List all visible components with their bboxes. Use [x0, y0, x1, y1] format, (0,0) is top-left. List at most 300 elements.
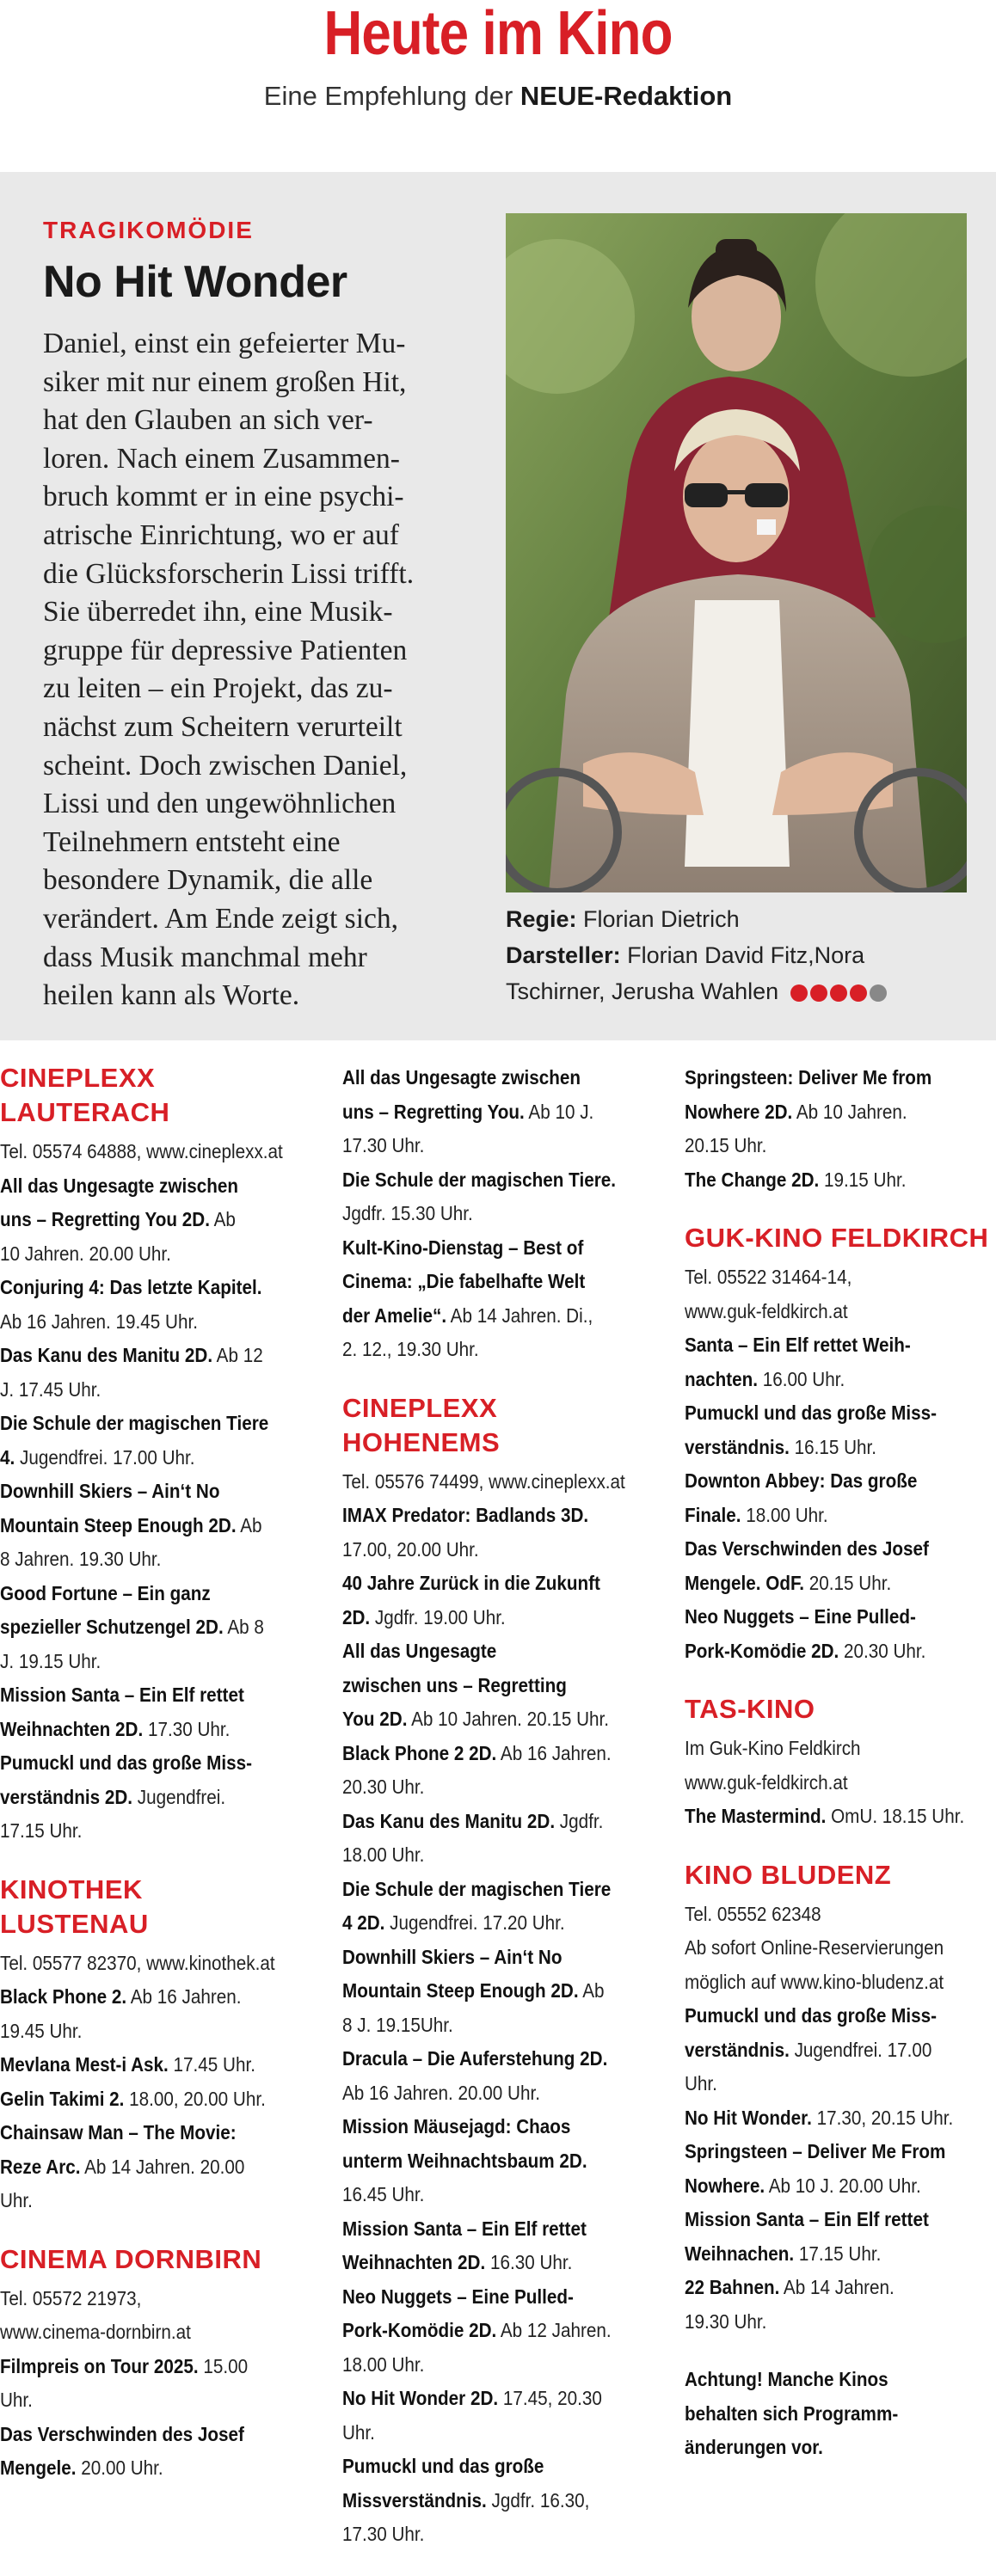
- film-listing-line: [342, 1702, 669, 1737]
- film-details: Jugendfrei. 17.00: [789, 2038, 932, 2061]
- film-listing-line: [685, 1328, 996, 1363]
- film-listing-line: [0, 1980, 327, 2015]
- listing-column-1: [0, 1061, 327, 2510]
- film-listing-line: [342, 1974, 669, 2009]
- film-listing-line: [685, 2363, 996, 2397]
- film-title: Good Fortune – Ein ganz: [0, 1581, 211, 1604]
- rating-dot-filled: [790, 984, 808, 1002]
- cinema-contact: Tel. 05572 21973,: [0, 2286, 142, 2309]
- film-listing-line: [342, 2382, 669, 2416]
- film-title: Black Phone 2 2D.: [342, 1741, 497, 1764]
- cinema-contact: www.guk-feldkirch.at: [685, 1770, 848, 1794]
- film-listing-line: [0, 2451, 327, 2486]
- cinema-block: [685, 1061, 996, 1197]
- film-title: Springsteen – Deliver Me From: [685, 2140, 946, 2162]
- film-title: nachten.: [685, 1367, 759, 1390]
- cinema-name: CINEPLEXX: [0, 1063, 156, 1093]
- film-title: Mission Santa – Ein Elf rettet: [342, 2217, 587, 2240]
- film-title: Die Schule der magischen Tiere: [342, 1877, 612, 1900]
- film-title: Downhill Skiers – Ain‘t No: [342, 1945, 563, 1968]
- listing-column-2: [342, 1061, 669, 2576]
- film-listing-line: [685, 1095, 996, 1130]
- film-title: No Hit Wonder 2D.: [342, 2387, 499, 2409]
- film-listing-line: [342, 1299, 669, 1334]
- film-title: Mengele. OdF.: [685, 1571, 805, 1594]
- film-listing-line: [0, 2015, 327, 2049]
- film-listing-line: [0, 1339, 327, 1373]
- film-details: Uhr.: [342, 2420, 375, 2444]
- film-details: Jugendfrei. 17.00 Uhr.: [15, 1445, 195, 1469]
- film-listing-line: [0, 1577, 327, 1611]
- film-details: Ab 12 Jahren.: [496, 2319, 612, 2341]
- film-listing-line: [342, 1129, 669, 1163]
- film-listing-line: [0, 1237, 327, 1272]
- film-title: verständnis 2D.: [0, 1785, 133, 1808]
- film-details: OmU. 18.15 Uhr.: [826, 1805, 965, 1827]
- film-listing-line: [0, 2082, 327, 2117]
- film-details: 20.00 Uhr.: [76, 2456, 163, 2479]
- film-listing-line: [685, 1363, 996, 1397]
- film-listing-line: [685, 2135, 996, 2169]
- film-listing-line: [342, 2110, 669, 2144]
- film-listing-line: [0, 1373, 327, 1408]
- synopsis-line: Teilnehmern entsteht eine: [43, 825, 341, 858]
- film-details: 17.30, 20.15 Uhr.: [811, 2106, 954, 2129]
- cinema-contact: Tel. 05522 31464-14,: [685, 1266, 852, 1288]
- film-listing-line: [342, 1873, 669, 1907]
- film-title: 4 2D.: [342, 1911, 385, 1934]
- film-title: änderungen vor.: [685, 2436, 823, 2458]
- film-title: You 2D.: [342, 1708, 408, 1730]
- film-listing-line: [342, 1941, 669, 1975]
- movie-title: No Hit Wonder: [43, 257, 347, 307]
- film-title: unterm Weihnachtsbaum 2D.: [342, 2149, 587, 2172]
- film-details: 17.30 Uhr.: [342, 2523, 425, 2545]
- synopsis-line: besondere Dynamik, die alle: [43, 864, 373, 897]
- cinema-contact: www.cinema-dornbirn.at: [0, 2321, 191, 2343]
- cast-line: Darsteller: Florian David Fitz,Nora: [506, 942, 865, 968]
- film-details: Ab 16 Jahren.: [126, 1985, 242, 2008]
- film-title: der Amelie“.: [342, 1303, 447, 1327]
- rating-dot-filled: [810, 984, 827, 1002]
- film-details: 16.00 Uhr.: [758, 1367, 845, 1390]
- film-title: Das Verschwinden des Josef: [0, 2422, 244, 2445]
- film-details: 20.30 Uhr.: [839, 1639, 926, 1662]
- film-listing-line: [685, 1129, 996, 1163]
- film-listing-line: [0, 2350, 327, 2384]
- rating-dot-filled: [850, 984, 867, 1002]
- synopsis-line: bruch kommt er in eine psychi-: [43, 481, 404, 513]
- film-details: Uhr.: [0, 2189, 33, 2211]
- film-listing-line: [685, 1999, 996, 2033]
- film-details: 16.15 Uhr.: [789, 1435, 877, 1458]
- film-listing-line: [342, 1163, 669, 1198]
- cinema-name: CINEPLEXX: [342, 1392, 498, 1423]
- film-details: 17.45, 20.30: [498, 2387, 602, 2409]
- film-title: Finale.: [685, 1503, 741, 1526]
- film-listing-line: [342, 1499, 669, 1533]
- film-listing-line: [685, 2101, 996, 2136]
- film-title: Mission Santa – Ein Elf rettet: [685, 2208, 929, 2230]
- film-listing-line: [0, 1610, 327, 1645]
- film-listing-line: [0, 2048, 327, 2082]
- film-details: Ab 12: [212, 1344, 263, 1366]
- film-listing-line: [0, 1678, 327, 1713]
- film-details: 16.45 Uhr.: [342, 2183, 425, 2205]
- film-details: Ab 10 Jahren. 20.15 Uhr.: [407, 1708, 610, 1730]
- synopsis-line: scheint. Doch zwischen Daniel,: [43, 749, 408, 782]
- film-listing-line: [342, 1095, 669, 1130]
- synopsis-line: verändert. Am Ende zeigt sich,: [43, 902, 399, 935]
- film-title: Das Kanu des Manitu 2D.: [342, 1809, 556, 1832]
- film-listing-line: [342, 2178, 669, 2212]
- film-listing-line: [0, 1713, 327, 1747]
- film-title: 4.: [0, 1445, 15, 1469]
- film-title: 2D.: [342, 1605, 371, 1628]
- film-listing-line: [342, 2314, 669, 2348]
- cinema-contact: www.guk-feldkirch.at: [685, 1299, 848, 1322]
- film-title: Achtung! Manche Kinos: [685, 2368, 888, 2390]
- film-listing-line: [0, 1169, 327, 1204]
- film-title: Downhill Skiers – Ain‘t No: [0, 1480, 220, 1502]
- film-listing-line: [685, 2431, 996, 2465]
- cinema-contact: Tel. 05552 62348: [685, 1902, 821, 1925]
- film-title: Mountain Steep Enough 2D.: [342, 1979, 579, 2002]
- film-listing-line: [685, 2067, 996, 2101]
- film-details: Jgdfr. 16.30,: [486, 2488, 590, 2512]
- film-listing-line: [342, 2009, 669, 2043]
- cinema-name: KINOTHEK: [0, 1874, 143, 1904]
- film-details: 20.15 Uhr.: [804, 1571, 892, 1594]
- film-title: Pumuckl und das große Miss-: [685, 2004, 938, 2027]
- film-listing-line: [342, 2484, 669, 2518]
- film-listing-line: [685, 2169, 996, 2204]
- film-details: Ab 10 J. 20.00 Uhr.: [765, 2174, 921, 2197]
- film-listing-line: [685, 2033, 996, 2068]
- film-details: J. 19.15 Uhr.: [0, 1649, 101, 1672]
- film-listing-line: [685, 1567, 996, 1601]
- cinema-name: LUSTENAU: [0, 1908, 149, 1939]
- film-title: Gelin Takimi 2.: [0, 2087, 125, 2110]
- synopsis-line: Lissi und den ungewöhnlichen: [43, 788, 397, 820]
- film-listing-line: [685, 1532, 996, 1567]
- film-listing-line: [0, 2116, 327, 2150]
- film-title: Die Schule der magischen Tiere.: [342, 1168, 616, 1191]
- film-title: Conjuring 4: Das letzte Kapitel.: [0, 1276, 262, 1298]
- page-header: [0, 0, 996, 172]
- film-listing-line: [342, 2450, 669, 2484]
- film-details: 18.00, 20.00 Uhr.: [124, 2087, 266, 2110]
- film-title: Black Phone 2.: [0, 1985, 127, 2008]
- film-title: Missverständnis.: [342, 2488, 487, 2512]
- rating-dots: [790, 984, 887, 1002]
- film-title: uns – Regretting You 2D.: [0, 1208, 210, 1230]
- film-listing-line: [342, 1601, 669, 1635]
- synopsis-line: atrische Einrichtung, wo er auf: [43, 518, 399, 551]
- film-listing-line: [685, 1163, 996, 1198]
- film-listing-line: [342, 1770, 669, 1805]
- film-details: 17.30 Uhr.: [143, 1717, 231, 1740]
- cinema-details: [342, 1061, 669, 1367]
- film-title: Cinema: „Die fabelhafte Welt: [342, 1270, 586, 1292]
- synopsis-line: Daniel, einst ein gefeierter Mu-: [43, 328, 406, 359]
- film-title: Dracula – Die Auferstehung 2D.: [342, 2047, 608, 2070]
- film-details: Jgdfr.: [555, 1809, 604, 1832]
- film-listing-line: [342, 2144, 669, 2179]
- film-title: Santa – Ein Elf rettet Weih-: [685, 1334, 911, 1356]
- rating-dot-empty: [870, 984, 887, 1002]
- film-listing-line: [685, 2203, 996, 2237]
- film-details: Jgdfr. 19.00 Uhr.: [370, 1605, 506, 1628]
- film-title: 40 Jahre Zurück in die Zukunft: [342, 1572, 600, 1594]
- film-listing-line: [342, 1635, 669, 1669]
- film-listing-line: [342, 2246, 669, 2280]
- synopsis-line: nächst zum Scheitern verurteilt: [43, 710, 403, 743]
- film-details: Uhr.: [685, 2072, 717, 2095]
- film-listing-line: [0, 1475, 327, 1509]
- film-details: 20.15 Uhr.: [685, 1134, 767, 1156]
- film-listing-line: [342, 1838, 669, 1873]
- film-listing-line: [342, 2416, 669, 2450]
- film-listing-line: [342, 1061, 669, 1095]
- cinema-block: [0, 1061, 327, 1849]
- film-listing-line: [342, 2280, 669, 2315]
- cinema-block: [342, 1391, 669, 2552]
- film-title: Weihnachten 2D.: [0, 1717, 144, 1740]
- film-title: Das Verschwinden des Josef: [685, 1537, 929, 1560]
- film-details: Ab 16 Jahren. 20.00 Uhr.: [342, 2081, 540, 2104]
- cinema-details: [685, 1898, 996, 2340]
- film-details: Ab: [209, 1208, 236, 1230]
- cinema-block: [0, 1873, 327, 2218]
- film-listing-line: [685, 1396, 996, 1431]
- film-listing-line: [342, 1533, 669, 1567]
- film-details: 18.00 Uhr.: [342, 2352, 425, 2376]
- film-title: Pumuckl und das große Miss-: [685, 1401, 938, 1424]
- film-listing-line: [342, 1567, 669, 1601]
- film-details: 17.30 Uhr.: [342, 1134, 425, 1156]
- film-details: Ab: [236, 1513, 262, 1536]
- film-details: 17.45 Uhr.: [168, 2053, 255, 2076]
- director-line: Regie: Florian Dietrich: [506, 906, 740, 932]
- film-details: Ab: [578, 1979, 605, 2002]
- film-listing-line: [0, 1645, 327, 1679]
- film-listing-line: [342, 1265, 669, 1299]
- cinema-name: HOHENEMS: [342, 1426, 501, 1457]
- film-title: Das Kanu des Manitu 2D.: [0, 1344, 213, 1366]
- film-title: Pork-Komödie 2D.: [685, 1639, 839, 1662]
- film-details: 19.30 Uhr.: [685, 2309, 767, 2333]
- film-title: All das Ungesagte zwischen: [342, 1066, 581, 1089]
- film-listing-line: [342, 1906, 669, 1941]
- film-title: spezieller Schutzengel 2D.: [0, 1616, 224, 1638]
- film-listing-line: [685, 1800, 996, 1834]
- film-listing-line: [685, 1431, 996, 1465]
- film-listing-line: [342, 1805, 669, 1839]
- cinema-contact: Tel. 05576 74499, www.cineplexx.at: [342, 1469, 625, 1493]
- film-listing-line: [342, 2042, 669, 2076]
- film-listing-line: [685, 2305, 996, 2340]
- rating-dot-filled: [830, 984, 847, 1002]
- cinema-block: [685, 1221, 996, 1668]
- film-listing-line: [0, 2150, 327, 2185]
- film-title: Mission Santa – Ein Elf rettet: [0, 1684, 244, 1706]
- cinema-details: [0, 1947, 327, 2218]
- film-title: Springsteen: Deliver Me from: [685, 1066, 932, 1089]
- film-title: Weihnachen.: [685, 2242, 795, 2265]
- film-details: 19.45 Uhr.: [0, 2019, 83, 2042]
- film-title: Pork-Komödie 2D.: [342, 2319, 497, 2341]
- film-title: The Mastermind.: [685, 1805, 827, 1827]
- cinema-contact: Tel. 05577 82370, www.kinothek.at: [0, 1951, 275, 1974]
- film-title: uns – Regretting You.: [342, 1100, 525, 1123]
- film-title: All das Ungesagte: [342, 1640, 497, 1662]
- movie-credits: [506, 901, 970, 1009]
- cinema-block: [0, 2242, 327, 2486]
- synopsis-line: gruppe für depressive Patienten: [43, 634, 408, 666]
- film-title: Nowhere 2D.: [685, 1100, 793, 1123]
- synopsis-line: dass Musik manchmal mehr: [43, 941, 367, 973]
- synopsis-line: siker mit nur einem großen Hit,: [43, 365, 407, 398]
- cinema-details: [685, 1260, 996, 1668]
- film-title: Downton Abbey: Das große: [685, 1469, 918, 1492]
- cast-line-2: Tschirner, Jerusha Wahlen: [506, 973, 970, 1009]
- film-details: 8 J. 19.15Uhr.: [342, 2013, 453, 2036]
- listing-column-3: [685, 1061, 996, 2489]
- cinema-contact: Tel. 05574 64888, www.cineplexx.at: [0, 1140, 283, 1162]
- film-title: Neo Nuggets – Eine Pulled-: [342, 2285, 574, 2308]
- synopsis-line: loren. Nach einem Zusammen-: [43, 442, 400, 475]
- cinema-name: GUK-KINO FELDKIRCH: [685, 1223, 989, 1253]
- film-details: Jgdfr. 15.30 Uhr.: [342, 1202, 473, 1224]
- film-details: Ab 14 Jahren. 20.00: [80, 2155, 245, 2178]
- film-title: IMAX Predator: Badlands 3D.: [342, 1504, 589, 1526]
- featured-movie: [0, 172, 996, 1040]
- film-title: Chainsaw Man – The Movie:: [0, 2121, 237, 2144]
- film-title: Pumuckl und das große Miss-: [0, 1751, 253, 1774]
- film-listing-line: [0, 1407, 327, 1441]
- cinema-contact: möglich auf www.kino-bludenz.at: [685, 1970, 944, 1993]
- cinema-name: TAS-KINO: [685, 1694, 815, 1724]
- film-listing-line: [0, 2184, 327, 2218]
- film-details: Ab 10 Jahren.: [792, 1100, 907, 1123]
- film-title: Weihnachten 2D.: [342, 2251, 486, 2273]
- film-title: zwischen uns – Regretting: [342, 1673, 567, 1696]
- film-details: 15.00: [198, 2354, 249, 2377]
- film-listing-line: [342, 2518, 669, 2552]
- cinema-details: [685, 2363, 996, 2465]
- film-title: Mountain Steep Enough 2D.: [0, 1513, 237, 1536]
- film-title: Reze Arc.: [0, 2155, 81, 2178]
- film-details: Ab 16 Jahren.: [496, 1741, 612, 1764]
- film-title: Mengele.: [0, 2456, 77, 2479]
- synopsis-line: Sie überredet ihn, eine Musik-: [43, 596, 393, 629]
- movie-still-illustration: [506, 213, 967, 892]
- film-listing-line: [0, 1271, 327, 1305]
- cinema-details: [0, 2282, 327, 2486]
- cinema-contact: Im Guk-Kino Feldkirch: [685, 1737, 861, 1759]
- cinema-name: CINEMA DORNBIRN: [0, 2243, 262, 2274]
- film-listing-line: [685, 1499, 996, 1533]
- synopsis: [43, 325, 490, 1015]
- film-details: 16.30 Uhr.: [485, 2251, 573, 2273]
- film-listing-line: [685, 1600, 996, 1635]
- film-title: Filmpreis on Tour 2025.: [0, 2354, 199, 2377]
- film-listing-line: [342, 2348, 669, 2383]
- film-details: Jugendfrei.: [132, 1785, 226, 1808]
- film-listing-line: [685, 1635, 996, 1669]
- film-details: Jugendfrei. 17.20 Uhr.: [384, 1911, 565, 1934]
- film-details: Ab 16 Jahren. 19.45 Uhr.: [0, 1309, 198, 1333]
- genre-label: TRAGIKOMÖDIE: [43, 217, 254, 243]
- film-title: All das Ungesagte zwischen: [0, 1174, 238, 1197]
- film-title: No Hit Wonder.: [685, 2106, 812, 2129]
- film-listing-line: [685, 1061, 996, 1095]
- film-listing-line: [0, 1814, 327, 1849]
- cinema-block: [685, 1858, 996, 2340]
- film-title: Nowhere.: [685, 2174, 765, 2197]
- film-listing-line: [685, 2397, 996, 2432]
- film-title: 22 Bahnen.: [685, 2276, 780, 2298]
- film-details: 20.30 Uhr.: [342, 1776, 425, 1798]
- film-details: 17.00, 20.00 Uhr.: [342, 1537, 479, 1561]
- synopsis-line: heilen kann als Worte.: [43, 979, 300, 1012]
- synopsis-line: zu leiten – ein Projekt, das zu-: [43, 672, 393, 705]
- cinema-details: [685, 1061, 996, 1197]
- film-listing-line: [0, 1509, 327, 1543]
- film-listing-line: [0, 2383, 327, 2418]
- film-details: 18.00 Uhr.: [342, 1843, 425, 1866]
- cinema-block: [342, 1061, 669, 1367]
- cinema-block: [685, 1692, 996, 1834]
- film-details: Uhr.: [0, 2389, 33, 2411]
- movie-still-image: [506, 213, 967, 892]
- film-details: 2. 12., 19.30 Uhr.: [342, 1338, 479, 1360]
- cinema-contact: Ab sofort Online-Reservierungen: [685, 1936, 944, 1959]
- cinema-details: [0, 1135, 327, 1849]
- film-details: 19.15 Uhr.: [819, 1168, 907, 1191]
- cinema-block: [685, 2363, 996, 2465]
- film-listing-line: [342, 1737, 669, 1771]
- synopsis-line: hat den Glauben an sich ver-: [43, 404, 373, 437]
- film-details: Ab 14 Jahren.: [779, 2276, 895, 2298]
- cinema-details: [685, 1732, 996, 1834]
- film-details: 17.15 Uhr.: [794, 2242, 882, 2265]
- film-listing-line: [0, 1203, 327, 1237]
- film-details: Ab 8: [223, 1616, 264, 1638]
- film-title: verständnis.: [685, 2038, 790, 2061]
- film-listing-line: [685, 2271, 996, 2305]
- film-title: verständnis.: [685, 1435, 790, 1458]
- film-listing-line: [342, 1669, 669, 1703]
- cinema-name: KINO BLUDENZ: [685, 1859, 892, 1890]
- film-listing-line: [0, 2418, 327, 2452]
- cinema-listings: [0, 1040, 996, 2545]
- film-listing-line: [0, 1441, 327, 1475]
- film-listing-line: [0, 1543, 327, 1577]
- film-listing-line: [342, 1333, 669, 1367]
- film-title: Mevlana Mest-i Ask.: [0, 2053, 169, 2076]
- film-details: Ab 14 Jahren. Di.,: [446, 1303, 593, 1327]
- film-title: behalten sich Programm-: [685, 2401, 899, 2425]
- film-listing-line: [0, 1781, 327, 1815]
- film-details: Ab 10 J.: [524, 1100, 594, 1123]
- film-listing-line: [0, 1746, 327, 1781]
- film-title: Kult-Kino-Dienstag – Best of: [342, 1236, 584, 1259]
- synopsis-line: die Glücksforscherin Lissi trifft.: [43, 557, 415, 590]
- film-title: The Change 2D.: [685, 1168, 820, 1191]
- page-title: Heute im Kino: [323, 0, 673, 68]
